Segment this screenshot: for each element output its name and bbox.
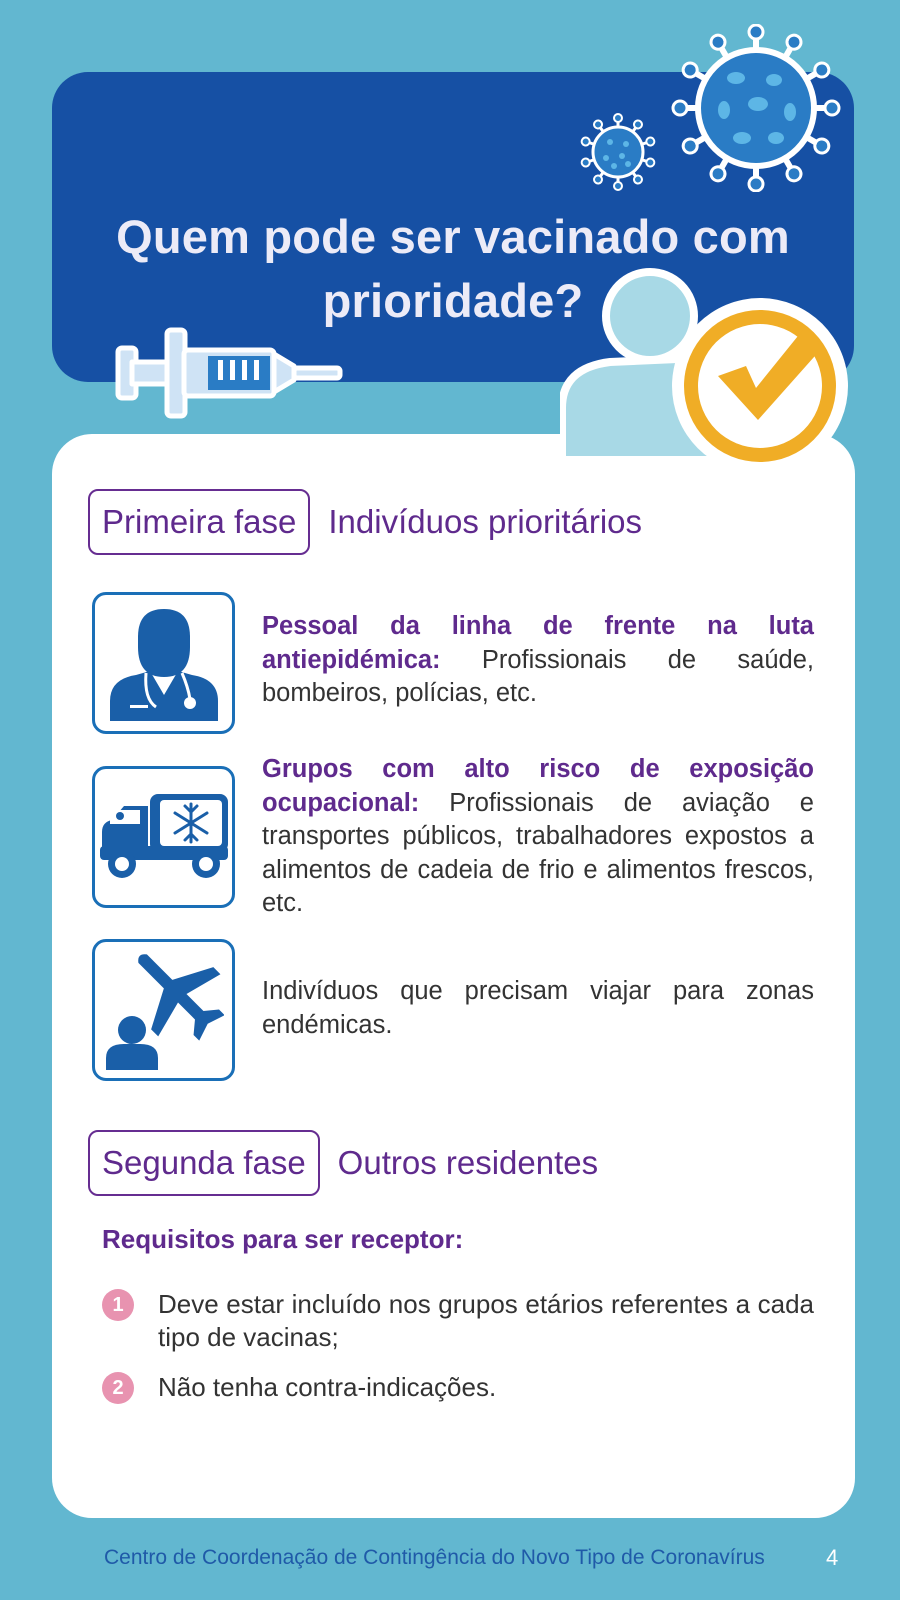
virus-small-icon: [578, 112, 658, 192]
phase2-header: [88, 1130, 598, 1196]
page-number: 4: [826, 1545, 839, 1570]
page-title: Quem pode ser vacinado com prioridade?: [116, 210, 790, 327]
health-worker-icon: [106, 603, 222, 723]
number-badge: 1: [102, 1289, 134, 1321]
phase1-item-2: Grupos com alto risco de exposição ocupacional: Profissionais de aviação e transportes públicos, trabalhadores expostos a alimentos de cadeia de frio e alimentos frescos, etc.: [262, 755, 814, 917]
phase1-item-3: Indivíduos que precisam viajar para zonas endémicas.: [262, 977, 814, 1039]
requirement-text: Não tenha contra-indicações.: [158, 1372, 497, 1402]
health-worker-icon-box: [92, 592, 235, 734]
traveler-airplane-icon-box: [92, 939, 235, 1081]
phase1-header: [88, 489, 642, 555]
traveler-airplane-icon: [104, 948, 224, 1072]
requirements-title: Requisitos para ser receptor:: [102, 1224, 464, 1254]
requirement-item: [102, 1288, 814, 1354]
person-check-icon: [560, 268, 850, 482]
phase1-label: Primeira fase: [88, 489, 310, 555]
syringe-icon: [112, 326, 346, 426]
phase1-title: Indivíduos prioritários: [328, 503, 643, 540]
footer-text: Centro de Coordenação de Contingência do Novo Tipo de Coronavírus: [104, 1546, 765, 1569]
phase2-label: Segunda fase: [88, 1130, 320, 1196]
refrigerated-truck-icon-box: [92, 766, 235, 908]
phase1-item-1: Pessoal da linha de frente na luta antiepidémica: Profissionais de saúde, bombeiros, polícias, etc.: [262, 612, 814, 707]
requirement-text: Deve estar incluído nos grupos etários referentes a cada tipo de vacinas;: [158, 1289, 814, 1352]
phase2-title: Outros residentes: [337, 1144, 599, 1181]
number-badge: 2: [102, 1372, 134, 1404]
requirement-item: [102, 1371, 814, 1404]
refrigerated-truck-icon: [98, 792, 230, 882]
virus-large-icon: [668, 24, 844, 192]
